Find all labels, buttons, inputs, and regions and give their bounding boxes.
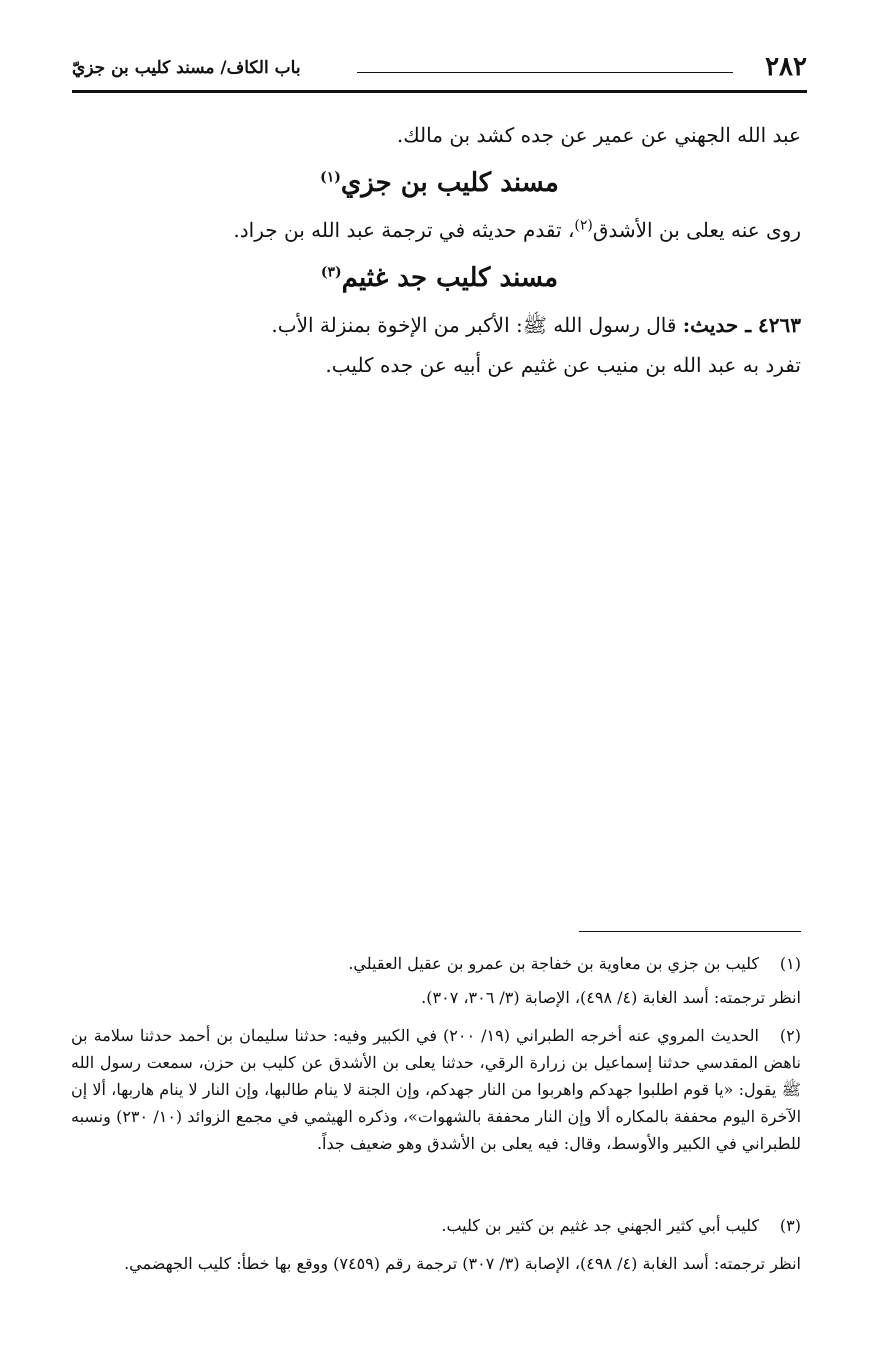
body-line-2-part-a: روى عنه يعلى بن الأشدق xyxy=(592,218,801,242)
footnote-3 xyxy=(71,1212,801,1239)
body-line-1: عبد الله الجهني عن عمير عن جده كشد بن مالك. xyxy=(396,123,801,147)
body-line-2-note: (٢) xyxy=(574,217,593,234)
footnote-1-text: كليب بن جزي بن معاوية بن خفاجة بن عمرو بن عقيل العقيلي. xyxy=(348,954,759,973)
header-rule xyxy=(357,72,733,73)
section-title-1-note: (١) xyxy=(320,169,341,186)
footnote-2-number: (٢) xyxy=(779,1026,801,1045)
section-title-2 xyxy=(0,258,879,298)
page-number: ٢٨٢ xyxy=(765,52,807,82)
footnote-2-text: الحديث المروي عنه أخرجه الطبراني (١٩/ ٢٠٠) في الكبير وفيه: حدثنا سليمان بن أحمد حدثنا سلامة بن ناهض المقدسي حدثنا إسماعيل بن زرارة الرقي، حدثنا يعلى بن الأشدق عن كليب بن حزن، سمعت رسول الله ﷺ يقول: «يا قوم اطلبوا جهدكم واهربوا من النار جهدكم، وإن الجنة لا ينام طالبها، وإن النار لا ينام هاربها، ألا إن الآخرة اليوم محففة بالمكاره ألا وإن النار محففة بالشهوات»، وذكره الهيثمي في مجمع الزوائد (١٠/ ٢٣٠) ونسبه للطبراني في الكبير والأوسط، وقال: فيه يعلى بن الأشدق وهو ضعيف جداً. xyxy=(71,1026,802,1153)
footnote-2 xyxy=(71,1022,801,1157)
hadith-text: قال رسول الله ﷺ: الأكبر من الإخوة بمنزلة الأب. xyxy=(271,313,683,337)
body-line-final: تفرد به عبد الله بن منيب عن غثيم عن أبيه عن جده كليب. xyxy=(325,353,801,377)
page-header xyxy=(72,50,807,93)
section-title-1 xyxy=(0,163,879,203)
section-title-2-text: مسند كليب جد غثيم xyxy=(341,263,559,293)
footnote-3-text: كليب أبي كثير الجهني جد غثيم بن كثير بن كليب. xyxy=(441,1216,759,1235)
footnote-separator xyxy=(579,931,801,932)
hadith-number: ٤٢٦٣ ـ حديث: xyxy=(682,313,801,337)
body-line-2 xyxy=(71,215,801,245)
hadith-line xyxy=(71,310,801,340)
running-title: باب الكاف/ مسند كليب بن جزيّ xyxy=(72,58,301,78)
section-title-2-note: (٣) xyxy=(320,264,342,281)
footnote-1-reference: انظر ترجمته: أسد الغابة (٤/ ٤٩٨)، الإصابة (٣/ ٣٠٦، ٣٠٧). xyxy=(421,988,801,1007)
footnote-3-reference: انظر ترجمته: أسد الغابة (٤/ ٤٩٨)، الإصابة (٣/ ٣٠٧) ترجمة رقم (٧٤٥٩) ووقع بها خطأ: كليب الجهضمي. xyxy=(124,1254,801,1273)
section-title-1-text: مسند كليب بن جزي xyxy=(340,168,559,198)
footnote-1-number: (١) xyxy=(779,954,801,973)
footnote-3-number: (٣) xyxy=(779,1216,801,1235)
footnote-1 xyxy=(71,950,801,977)
body-line-2-part-b: ، تقدم حديثه في ترجمة عبد الله بن جراد. xyxy=(233,218,575,242)
